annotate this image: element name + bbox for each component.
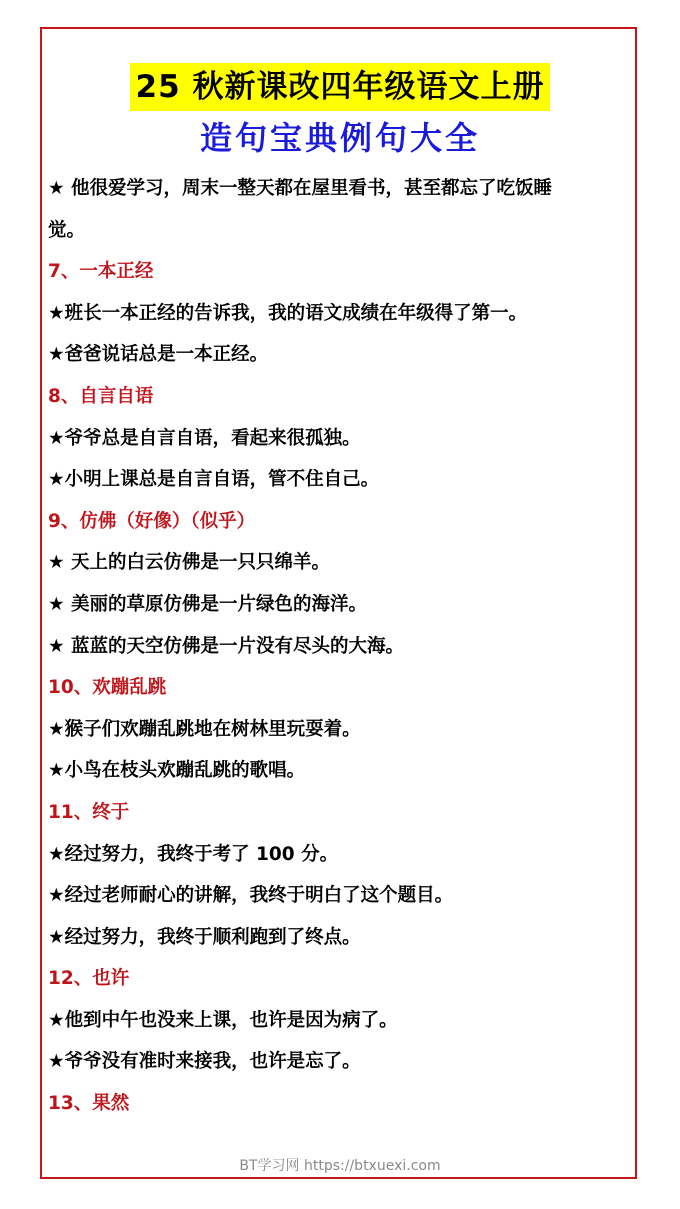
example-sentence: ★ 天上的白云仿佛是一只只绵羊。 <box>48 552 331 574</box>
example-sentence: ★爷爷总是自言自语，看起来很孤独。 <box>48 427 361 449</box>
example-sentence: ★小明上课总是自言自语，管不住自己。 <box>48 469 380 491</box>
example-sentence: 觉。 <box>48 219 86 241</box>
page-subtitle: 造句宝典例句大全 <box>199 119 480 157</box>
example-sentence: ★班长一本正经的告诉我，我的语文成绩在年级得了第一。 <box>48 302 528 324</box>
example-sentence: ★经过老师耐心的讲解，我终于明白了这个题目。 <box>48 885 454 907</box>
section-heading: 7、一本正经 <box>48 261 154 283</box>
section-heading: 11、终于 <box>48 801 130 823</box>
section-heading: 13、果然 <box>48 1093 130 1115</box>
example-sentence: ★小鸟在枝头欢蹦乱跳的歌唱。 <box>48 760 306 782</box>
section-heading: 9、仿佛（好像）（似乎） <box>48 510 256 532</box>
example-sentence: ★他到中午也没来上课，也许是因为病了。 <box>48 1009 398 1031</box>
section-heading: 10、欢蹦乱跳 <box>48 677 167 699</box>
example-sentence: ★ 他很爱学习，周末一整天都在屋里看书，甚至都忘了吃饭睡 <box>48 178 553 199</box>
document-body <box>48 168 638 1125</box>
title-container <box>0 63 680 111</box>
example-sentence: ★猴子们欢蹦乱跳地在树林里玩耍着。 <box>48 718 361 740</box>
example-sentence: ★爸爸说话总是一本正经。 <box>48 344 269 366</box>
example-sentence: ★ 蓝蓝的天空仿佛是一片没有尽头的大海。 <box>48 635 405 657</box>
example-sentence: ★经过努力，我终于考了 100 分。 <box>48 843 339 865</box>
section-heading: 8、自言自语 <box>48 385 154 407</box>
example-sentence: ★经过努力，我终于顺利跑到了终点。 <box>48 926 361 948</box>
footer-watermark: BT学习网 https://btxuexi.com <box>239 1158 441 1174</box>
page-title: 25 秋新课改四年级语文上册 <box>130 63 551 111</box>
example-sentence: ★ 美丽的草原仿佛是一片绿色的海洋。 <box>48 593 368 615</box>
section-heading: 12、也许 <box>48 968 130 990</box>
example-sentence: ★爷爷没有准时来接我，也许是忘了。 <box>48 1051 361 1073</box>
